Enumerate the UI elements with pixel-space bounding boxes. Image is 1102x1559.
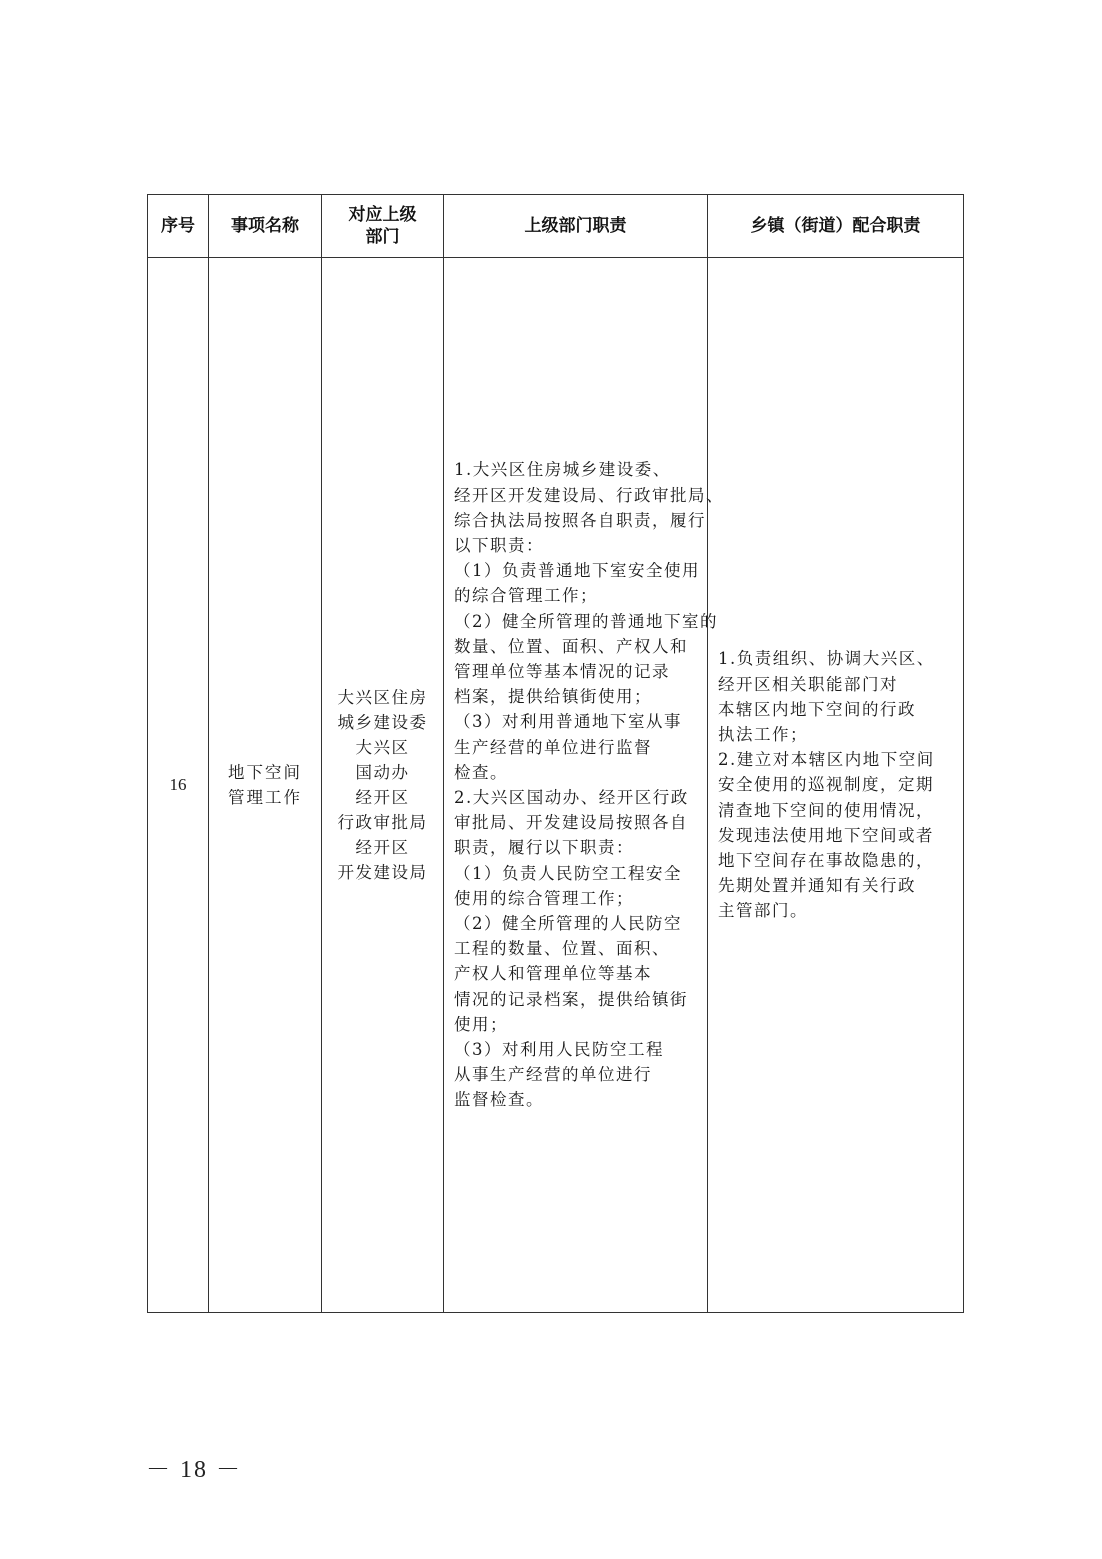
duty-line: 的综合管理工作； bbox=[454, 586, 598, 606]
duty-line: 经开区开发建设局、行政审批局、 bbox=[454, 485, 724, 505]
coop-line: 1.负责组织、协调大兴区、 bbox=[718, 649, 935, 669]
row-upper-duty bbox=[444, 258, 724, 1313]
duty-line: （1）负责普通地下室安全使用 bbox=[454, 561, 700, 581]
coop-line: 本辖区内地下空间的行政 bbox=[718, 699, 916, 719]
dept-line: 大兴区 bbox=[355, 738, 410, 757]
duty-line: 从事生产经营的单位进行 bbox=[454, 1065, 652, 1085]
coop-line: 主管部门。 bbox=[718, 901, 808, 921]
duty-line: 使用的综合管理工作； bbox=[454, 888, 634, 908]
duty-line: 以下职责： bbox=[454, 535, 544, 555]
coop-line: 清查地下空间的使用情况， bbox=[718, 800, 934, 820]
duty-line: 使用； bbox=[454, 1014, 508, 1034]
dept-line: 大兴区住房 bbox=[337, 688, 428, 707]
duty-line: 综合执法局按照各自职责，履行 bbox=[454, 510, 706, 530]
table-row bbox=[148, 258, 964, 1313]
duty-line: （3）对利用普通地下室从事 bbox=[454, 712, 682, 732]
header-upper-dept-line-2: 部门 bbox=[365, 227, 400, 247]
duty-line: 档案，提供给镇街使用； bbox=[454, 687, 652, 707]
responsibility-table bbox=[147, 194, 964, 1313]
duty-line: （2）健全所管理的人民防空 bbox=[454, 914, 682, 934]
coop-line: 安全使用的巡视制度，定期 bbox=[718, 775, 934, 795]
dept-line: 行政审批局 bbox=[337, 813, 428, 832]
dept-line: 经开区 bbox=[355, 788, 410, 807]
coop-line: 2.建立对本辖区内地下空间 bbox=[718, 750, 935, 770]
duty-line: 情况的记录档案，提供给镇街 bbox=[454, 989, 688, 1009]
table-header-row bbox=[148, 195, 964, 258]
duty-line: 2.大兴区国动办、经开区行政 bbox=[454, 788, 689, 807]
row-upper-dept bbox=[322, 258, 444, 1313]
item-name-line: 地下空间 bbox=[228, 763, 302, 782]
row-index: 16 bbox=[148, 258, 209, 1313]
coop-line: 先期处置并通知有关行政 bbox=[718, 876, 916, 896]
duty-line: （2）健全所管理的普通地下室的 bbox=[454, 611, 718, 631]
row-town-coop-duty bbox=[708, 258, 964, 1313]
duty-line: 监督检查。 bbox=[454, 1090, 544, 1110]
header-index: 序号 bbox=[148, 195, 209, 258]
duty-line: 产权人和管理单位等基本 bbox=[454, 964, 652, 984]
row-item-name bbox=[209, 258, 322, 1313]
duty-line: 审批局、开发建设局按照各自 bbox=[454, 813, 688, 833]
dept-line: 国动办 bbox=[355, 763, 410, 782]
duty-line: 检查。 bbox=[454, 762, 508, 782]
coop-line: 经开区相关职能部门对 bbox=[718, 674, 898, 694]
dept-line: 城乡建设委 bbox=[337, 713, 428, 732]
header-item-name: 事项名称 bbox=[209, 195, 322, 258]
dept-line: 开发建设局 bbox=[337, 863, 428, 882]
dept-line: 经开区 bbox=[355, 838, 410, 857]
header-town-coop-duty: 乡镇（街道）配合职责 bbox=[708, 195, 964, 258]
coop-line: 发现违法使用地下空间或者 bbox=[718, 825, 934, 845]
duty-line: 1.大兴区住房城乡建设委、 bbox=[454, 460, 671, 480]
header-upper-duty: 上级部门职责 bbox=[444, 195, 708, 258]
duty-line: 职责，履行以下职责： bbox=[454, 838, 634, 858]
coop-line: 执法工作； bbox=[718, 724, 808, 744]
item-name-line: 管理工作 bbox=[228, 788, 302, 807]
header-upper-dept-line-1: 对应上级 bbox=[348, 205, 417, 225]
duty-line: 生产经营的单位进行监督 bbox=[454, 737, 652, 757]
coop-line: 地下空间存在事故隐患的， bbox=[718, 851, 934, 870]
duty-line: 管理单位等基本情况的记录 bbox=[454, 661, 670, 681]
duty-line: （1）负责人民防空工程安全 bbox=[454, 863, 682, 883]
header-upper-dept bbox=[322, 195, 444, 258]
duty-line: 数量、位置、面积、产权人和 bbox=[454, 636, 688, 656]
duty-line: （3）对利用人民防空工程 bbox=[454, 1040, 664, 1060]
duty-line: 工程的数量、位置、面积、 bbox=[454, 939, 670, 959]
page-number: － 18 － bbox=[146, 1457, 242, 1483]
